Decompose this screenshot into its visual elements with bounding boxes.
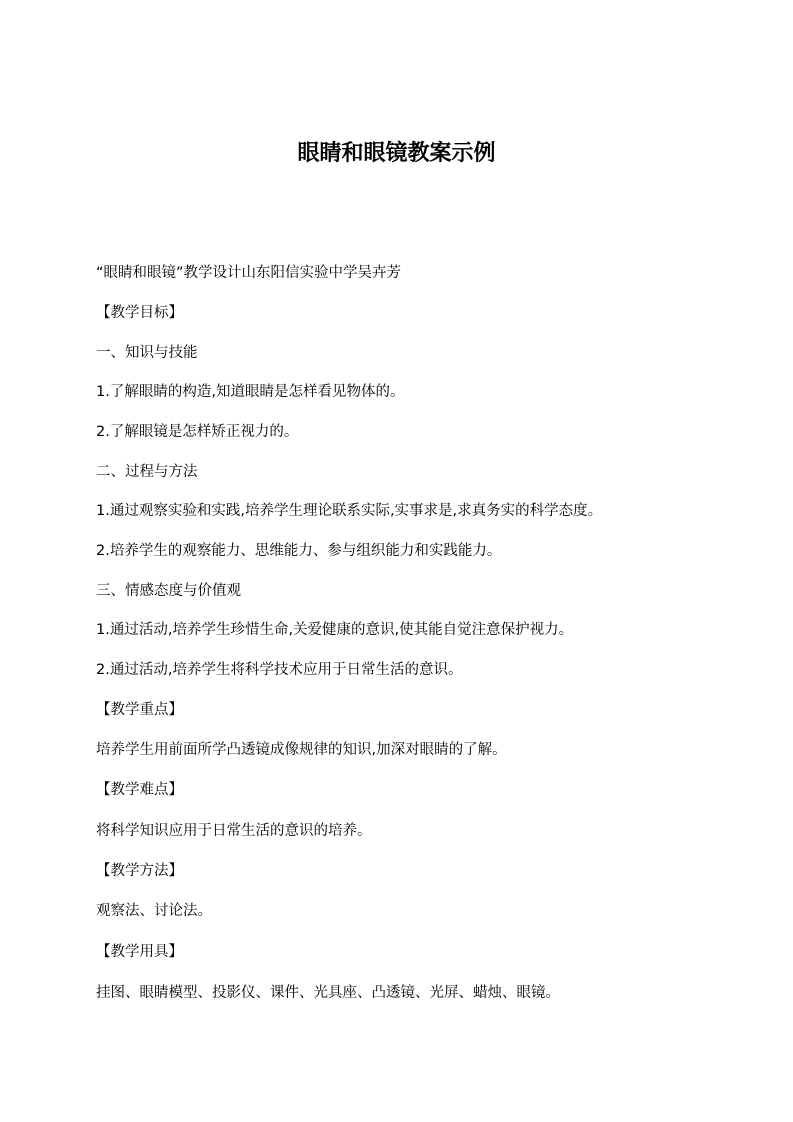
paragraph: 培养学生用前面所学凸透镜成像规律的知识,加深对眼睛的了解。 <box>96 742 507 758</box>
paragraph: 观察法、讨论法。 <box>96 903 212 919</box>
paragraph: 挂图、眼睛模型、投影仪、课件、光具座、凸透镜、光屏、蜡烛、眼镜。 <box>96 985 560 1001</box>
subheading-attitudes-values: 三、情感态度与价值观 <box>96 583 241 599</box>
paragraph: 1.通过观察实验和实践,培养学生理论联系实际,实事求是,求真务实的科学态度。 <box>96 503 603 519</box>
section-heading-tools: 【教学用具】 <box>96 944 183 960</box>
document-title: 眼睛和眼镜教案示例 <box>297 141 496 166</box>
author-line: “眼睛和眼镜”教学设计山东阳信实验中学吴卉芳 <box>96 265 402 281</box>
section-heading-difficulties: 【教学难点】 <box>96 782 183 798</box>
section-heading-objectives: 【教学目标】 <box>96 305 183 321</box>
paragraph: 将科学知识应用于日常生活的意识的培养。 <box>96 823 372 839</box>
paragraph: 2.培养学生的观察能力、思维能力、参与组织能力和实践能力。 <box>96 543 502 559</box>
paragraph: 2.了解眼镜是怎样矫正视力的。 <box>96 424 299 440</box>
subheading-process-methods: 二、过程与方法 <box>96 464 198 480</box>
paragraph: 1.通过活动,培养学生珍惜生命,关爱健康的意识,使其能自觉注意保护视力。 <box>96 622 574 638</box>
subheading-knowledge-skills: 一、知识与技能 <box>96 345 198 361</box>
section-heading-methods: 【教学方法】 <box>96 863 183 879</box>
section-heading-key-points: 【教学重点】 <box>96 702 183 718</box>
paragraph: 2.通过活动,培养学生将科学技术应用于日常生活的意识。 <box>96 662 463 678</box>
paragraph: 1.了解眼睛的构造,知道眼睛是怎样看见物体的。 <box>96 384 405 400</box>
